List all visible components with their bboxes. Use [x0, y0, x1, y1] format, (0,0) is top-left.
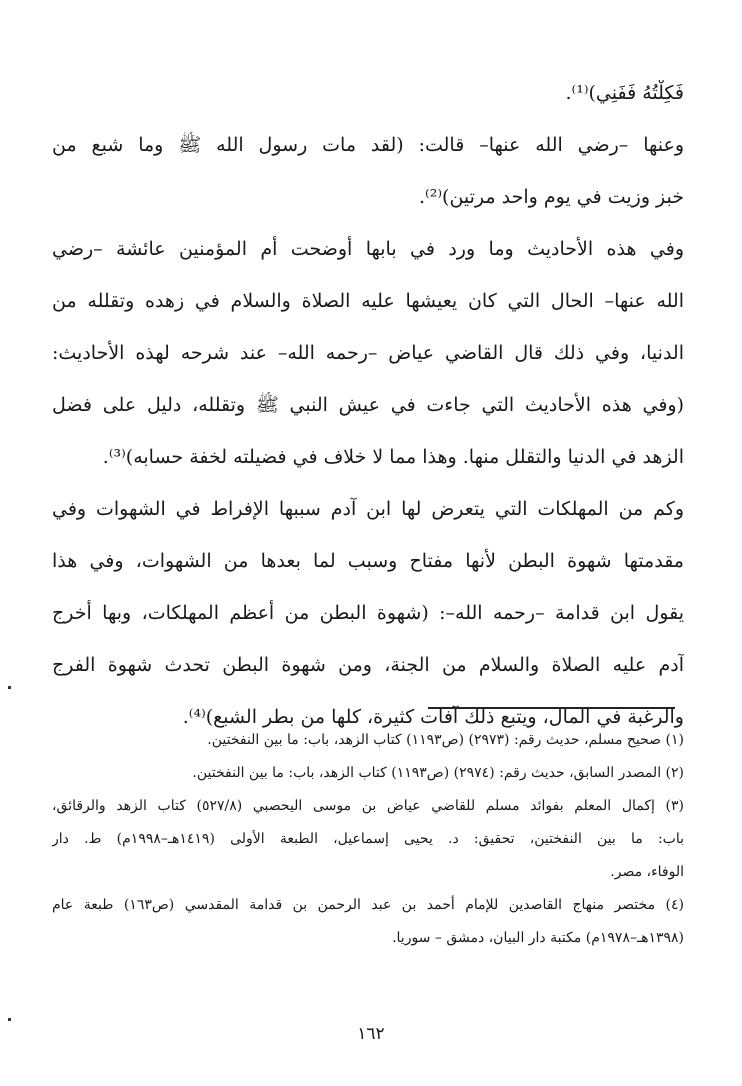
text-line: يقول ابن قدامة –رحمه الله–: (شهوة البطن من أعظم المهلكات، وبها أخرج [52, 602, 684, 624]
footnotes [52, 730, 684, 961]
text-line: فَكِلْتُهُ فَفَنِي)⁽¹⁾. [565, 82, 684, 104]
footnote-line: (٢) المصدر السابق، حديث رقم: (٢٩٧٤) (ص١١٩٣) كتاب الزهد، باب: ما بين النفختين. [192, 765, 684, 781]
text-line: وعنها –رضي الله عنها– قالت: (لقد مات رسول الله ﷺ وما شبع من [52, 134, 684, 156]
footnote-line: (١٣٩٨هـ–١٩٧٨م) مكتبة دار البيان، دمشق – سوريا. [392, 930, 684, 946]
scan-speck [8, 686, 11, 689]
text-line: خبز وزيت في يوم واحد مرتين)⁽²⁾. [419, 186, 684, 208]
footnote-line: (٣) إكمال المعلم بفوائد مسلم للقاضي عياض بن موسى اليحصبي (٥٢٧/٨) كتاب الزهد والرقائق، [52, 798, 684, 814]
text-line: (وفي هذه الأحاديث التي جاءت في عيش النبي ﷺ وتقلله، دليل على فضل [52, 394, 684, 416]
footnote-line: (٤) مختصر منهاج القاصدين للإمام أحمد بن عبد الرحمن بن قدامة المقدسي (ص١٦٣) طبعة عام [52, 897, 684, 913]
footnote-line: الوفاء، مصر. [610, 864, 684, 880]
text-line: مقدمتها شهوة البطن لأنها مفتاح وسبب لما بعدها من الشهوات، وفي هذا [52, 550, 684, 572]
footnote-line: (١) صحيح مسلم، حديث رقم: (٢٩٧٣) (ص١١٩٣) كتاب الزهد، باب: ما بين النفختين. [207, 732, 684, 748]
text-line: الله عنها– الحال التي كان يعيشها عليه الصلاة والسلام في زهده وتقلله من [52, 290, 684, 312]
text-line: آدم عليه الصلاة والسلام من الجنة، ومن شهوة البطن تحدث شهوة الفرج [52, 654, 684, 676]
page-number: ١٦٢ [357, 1024, 385, 1044]
footnote-separator [428, 707, 675, 709]
main-text [52, 80, 684, 756]
text-line: وفي هذه الأحاديث وما ورد في بابها أوضحت أم المؤمنين عائشة –رضي [52, 238, 684, 260]
text-line: والرغبة في المال، ويتبع ذلك آفات كثيرة، كلها من بطر الشبع)⁽⁴⁾. [182, 706, 684, 728]
text-line: الزهد في الدنيا والتقلل منها. وهذا مما لا خلاف في فضيلته لخفة حسابه)⁽³⁾. [102, 446, 684, 468]
text-line: وكم من المهلكات التي يتعرض لها ابن آدم سببها الإفراط في الشهوات وفي [52, 498, 684, 520]
text-line: الدنيا، وفي ذلك قال القاضي عياض –رحمه الله– عند شرحه لهذه الأحاديث: [52, 342, 684, 364]
footnote-line: باب: ما بين النفختين، تحقيق: د. يحيى إسماعيل، الطبعة الأولى (١٤١٩هـ–١٩٩٨م) ط. دار [52, 831, 684, 847]
scan-speck [8, 1018, 11, 1021]
